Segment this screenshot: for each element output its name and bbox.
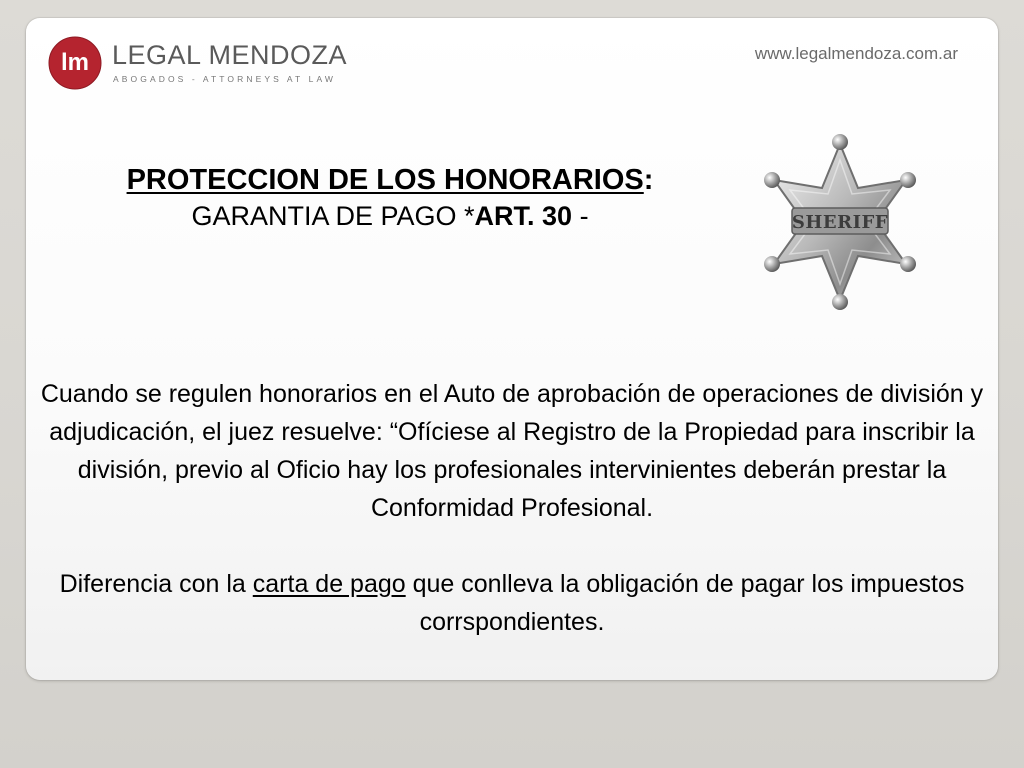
paragraph-2-prefix: Diferencia con la bbox=[59, 570, 253, 598]
legal-mendoza-logo-icon bbox=[48, 36, 102, 90]
title-line-1 bbox=[50, 162, 730, 198]
website-url: www.legalmendoza.com.ar bbox=[754, 44, 958, 63]
body-paragraph-2 bbox=[40, 565, 984, 641]
body-paragraph-1: Cuando se regulen honorarios en el Auto de aprobación de operaciones de división y adjudicación, el juez resuelve: “Ofíciese al Registro de la Propiedad para inscribir la división, previo al Oficio hay los profesionales intervinientes deberán prestar la Conformidad Profesional. bbox=[40, 380, 984, 522]
sheriff-label: SHERIFF bbox=[791, 212, 889, 233]
paragraph-2-suffix: que conlleva la obligación de pagar los impuestos corrspondientes. bbox=[405, 570, 965, 636]
title-colon: : bbox=[643, 164, 654, 196]
slide-title bbox=[50, 162, 730, 234]
sheriff-star-icon bbox=[752, 130, 928, 318]
brand-tagline: ABOGADOS - ATTORNEYS AT LAW bbox=[113, 74, 337, 84]
carta-de-pago-link[interactable]: carta de pago bbox=[252, 570, 406, 598]
title-subtitle-suffix: - bbox=[572, 201, 589, 231]
body-text bbox=[40, 375, 984, 641]
title-main: PROTECCION DE LOS HONORARIOS bbox=[126, 164, 644, 196]
title-subtitle-prefix: GARANTIA DE PAGO * bbox=[191, 201, 475, 231]
title-article-ref: ART. 30 bbox=[474, 201, 573, 231]
brand-name: LEGAL MENDOZA bbox=[112, 40, 348, 70]
logo-monogram: lm bbox=[60, 49, 90, 76]
title-line-2 bbox=[50, 198, 730, 234]
